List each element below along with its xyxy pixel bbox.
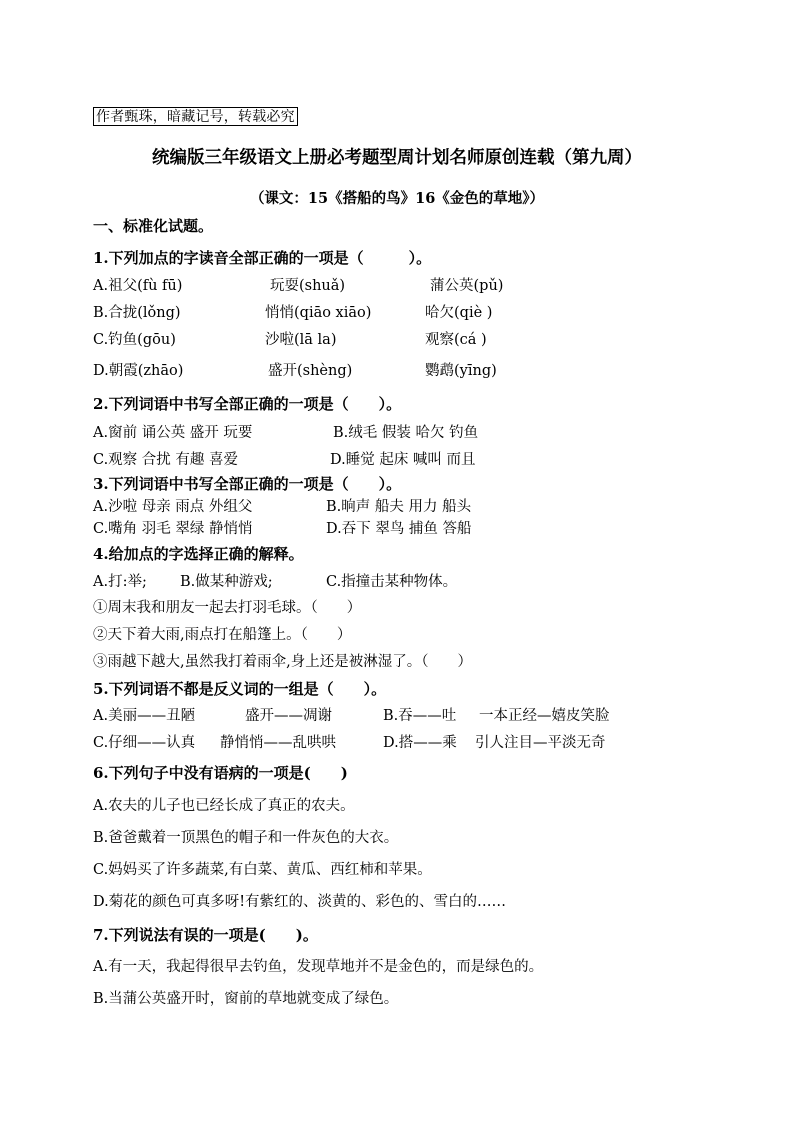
q2-option-a: A.窗前 诵公英 盛开 玩要 xyxy=(93,425,253,441)
q1-option-b-2: 悄悄(qiāo xiāo) xyxy=(265,305,372,321)
q1-option-a-1: A.祖父(fù fū) xyxy=(93,278,183,294)
q1-option-d-3: 鹦鹉(yīng) xyxy=(425,363,497,379)
q5-option-a-1: A.美丽——丑陋 xyxy=(93,708,196,724)
q3-option-b: B.晌声 船夫 用力 船头 xyxy=(326,499,472,515)
q5-option-d-1: D.搭——乘 xyxy=(383,735,457,751)
q3-option-a: A.沙啦 母亲 雨点 外组父 xyxy=(93,499,253,515)
q2-option-c: C.观察 合扰 有趣 喜爱 xyxy=(93,452,239,468)
copyright-stamp: 作者甄珠，暗藏记号，转载必究 xyxy=(93,107,298,126)
q6-option-c: C.妈妈买了许多蔬菜,有白菜、黄瓜、西红柿和苹果。 xyxy=(93,862,432,878)
q5-option-b-2: 一本正经—嬉皮笑脸 xyxy=(479,708,610,724)
question-1-stem: 1.下列加点的字读音全部正确的一项是（ ）。 xyxy=(93,249,432,267)
q3-option-c: C.嘴角 羽毛 翠绿 静悄悄 xyxy=(93,521,253,537)
q4-item-3: ③雨越下越大,虽然我打着雨伞,身上还是被淋湿了。（ ） xyxy=(93,654,472,670)
question-5-stem: 5.下列词语不都是反义词的一组是（ ）。 xyxy=(93,680,387,698)
q1-option-b-1: B.合拢(lǒng) xyxy=(93,305,181,321)
q1-option-a-3: 蒲公英(pǔ) xyxy=(430,278,504,294)
q2-option-d: D.睡觉 起床 喊叫 而且 xyxy=(330,452,476,468)
q4-item-2: ②天下着大雨,雨点打在船篷上。（ ） xyxy=(93,627,352,643)
page-subtitle: （课文：15《搭船的鸟》16《金色的草地》） xyxy=(249,190,545,207)
q1-option-b-3: 哈欠(qiè ) xyxy=(425,305,493,321)
q4-meaning-c: C.指撞击某种物体。 xyxy=(326,574,458,590)
question-6-stem: 6.下列句子中没有语病的一项是( ) xyxy=(93,764,348,782)
question-2-stem: 2.下列词语中书写全部正确的一项是（ ）。 xyxy=(93,395,402,413)
q5-option-d-2: 引人注目—平淡无奇 xyxy=(475,735,606,751)
question-4-stem: 4.给加点的字选择正确的解释。 xyxy=(93,545,304,563)
q4-meaning-a: A.打:举; xyxy=(93,574,147,590)
q3-option-d: D.吞下 翠鸟 捕鱼 答船 xyxy=(326,521,472,537)
q7-option-a: A.有一天，我起得很早去钓鱼，发现草地并不是金色的，而是绿色的。 xyxy=(93,959,544,975)
q1-option-d-1: D.朝霞(zhāo) xyxy=(93,363,184,379)
question-3-stem: 3.下列词语中书写全部正确的一项是（ ）。 xyxy=(93,475,402,493)
q1-option-d-2: 盛开(shèng) xyxy=(268,363,353,379)
q1-option-c-2: 沙啦(lā la) xyxy=(265,332,337,348)
q6-option-d: D.菊花的颜色可真多呀!有紫红的、淡黄的、彩色的、雪白的…… xyxy=(93,894,507,910)
section-heading: 一、标准化试题。 xyxy=(93,217,214,235)
q7-option-b: B.当蒲公英盛开时，窗前的草地就变成了绿色。 xyxy=(93,991,399,1007)
q5-option-a-2: 盛开——凋谢 xyxy=(245,708,332,724)
q6-option-b: B.爸爸戴着一顶黑色的帽子和一件灰色的大衣。 xyxy=(93,830,399,846)
q5-option-b-1: B.吞——吐 xyxy=(383,708,457,724)
q5-option-c-2: 静悄悄——乱哄哄 xyxy=(220,735,336,751)
q4-meaning-b: B.做某种游戏; xyxy=(180,574,273,590)
question-7-stem: 7.下列说法有误的一项是( )。 xyxy=(93,926,318,944)
q1-option-c-1: C.钓鱼(gōu) xyxy=(93,332,176,348)
q4-item-1: ①周末我和朋友一起去打羽毛球。（ ） xyxy=(93,600,362,616)
q1-option-c-3: 观察(cá ) xyxy=(425,332,487,348)
q2-option-b: B.绒毛 假装 哈欠 钓鱼 xyxy=(333,425,479,441)
q5-option-c-1: C.仔细——认真 xyxy=(93,735,196,751)
q1-option-a-2: 玩耍(shuǎ) xyxy=(270,278,346,294)
q6-option-a: A.农夫的儿子也已经长成了真正的农夫。 xyxy=(93,798,355,814)
page-title: 统编版三年级语文上册必考题型周计划名师原创连载（第九周） xyxy=(152,148,642,168)
